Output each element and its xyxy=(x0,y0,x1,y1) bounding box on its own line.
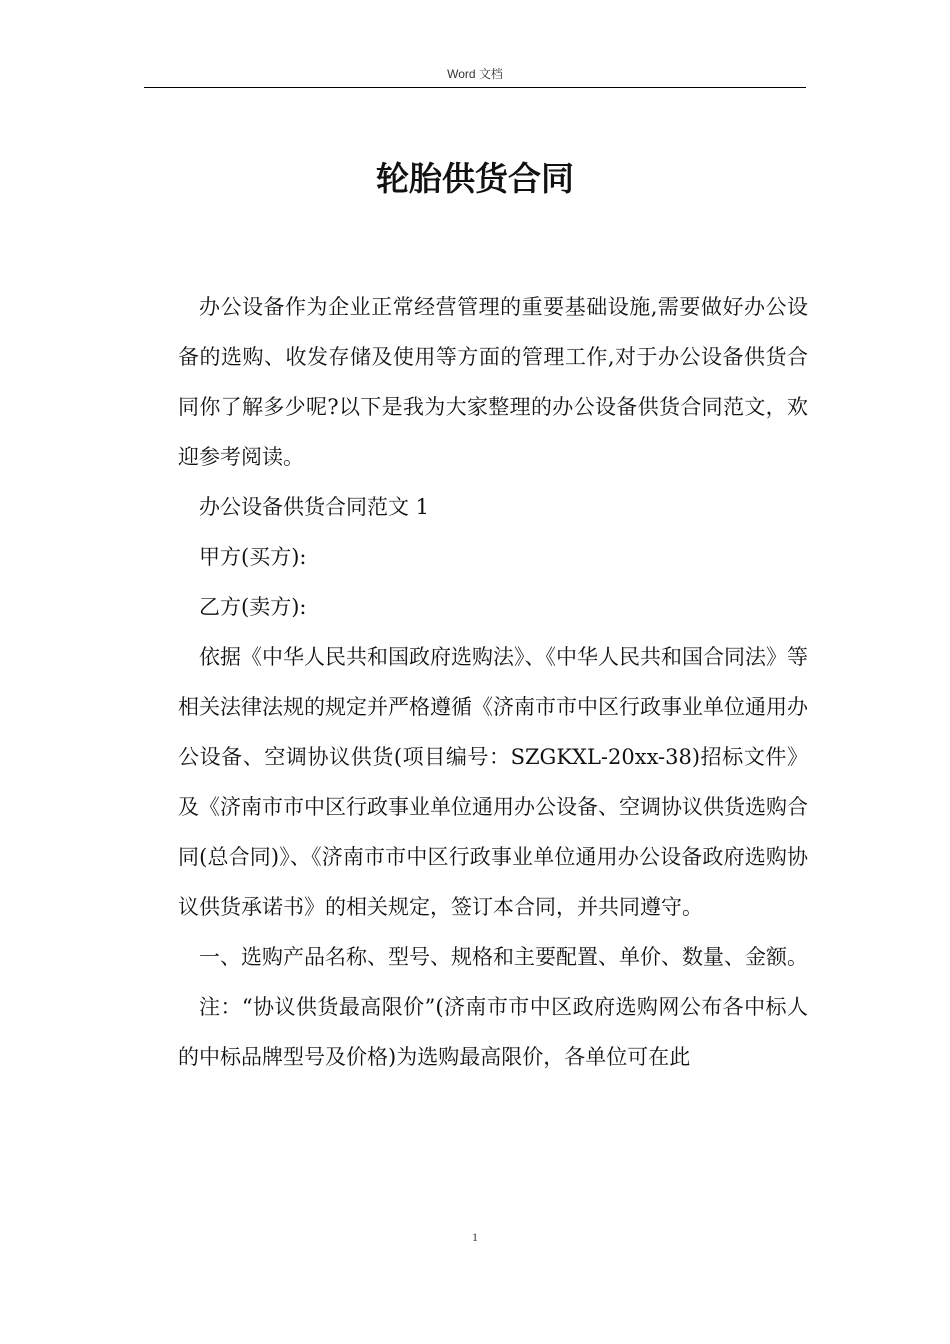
party-b-line: 乙方(卖方): xyxy=(199,595,307,619)
clause-one: 一、选购产品名称、型号、规格和主要配置、单价、数量、金额。 xyxy=(199,945,808,969)
document-title: 轮胎供货合同 xyxy=(376,159,574,198)
legal-basis-paragraph: 依据《中华人民共和国政府选购法》、《中华人民共和国合同法》等相关法律法规的规定并严格遵循《济南市市中区行政事业单位通用办公设备、空调协议供货(项目编号：SZGKXL-20xx-38)招标文件》及《济南市市中区行政事业单位通用办公设备、空调协议供货选购合同(总合同)》、《济南市市中区行政事业单位通用办公设备政府选购协议供货承诺书》的相关规定，签订本合同，并共同遵守。 xyxy=(178,645,808,919)
party-a-line: 甲方(买方): xyxy=(199,545,307,569)
document-body xyxy=(178,282,808,1082)
section-heading-sample-1: 办公设备供货合同范文 1 xyxy=(199,495,430,519)
page-header: Word 文档 xyxy=(447,67,503,81)
header-divider xyxy=(144,87,806,88)
intro-paragraph: 办公设备作为企业正常经营管理的重要基础设施,需要做好办公设备的选购、收发存储及使用等方面的管理工作,对于办公设备供货合同你了解多少呢?以下是我为大家整理的办公设备供货合同范文，欢迎参考阅读。 xyxy=(178,295,808,469)
page-number: 1 xyxy=(472,1230,478,1244)
note-paragraph: 注：“协议供货最高限价”(济南市市中区政府选购网公布各中标人的中标品牌型号及价格)为选购最高限价，各单位可在此 xyxy=(178,995,808,1069)
